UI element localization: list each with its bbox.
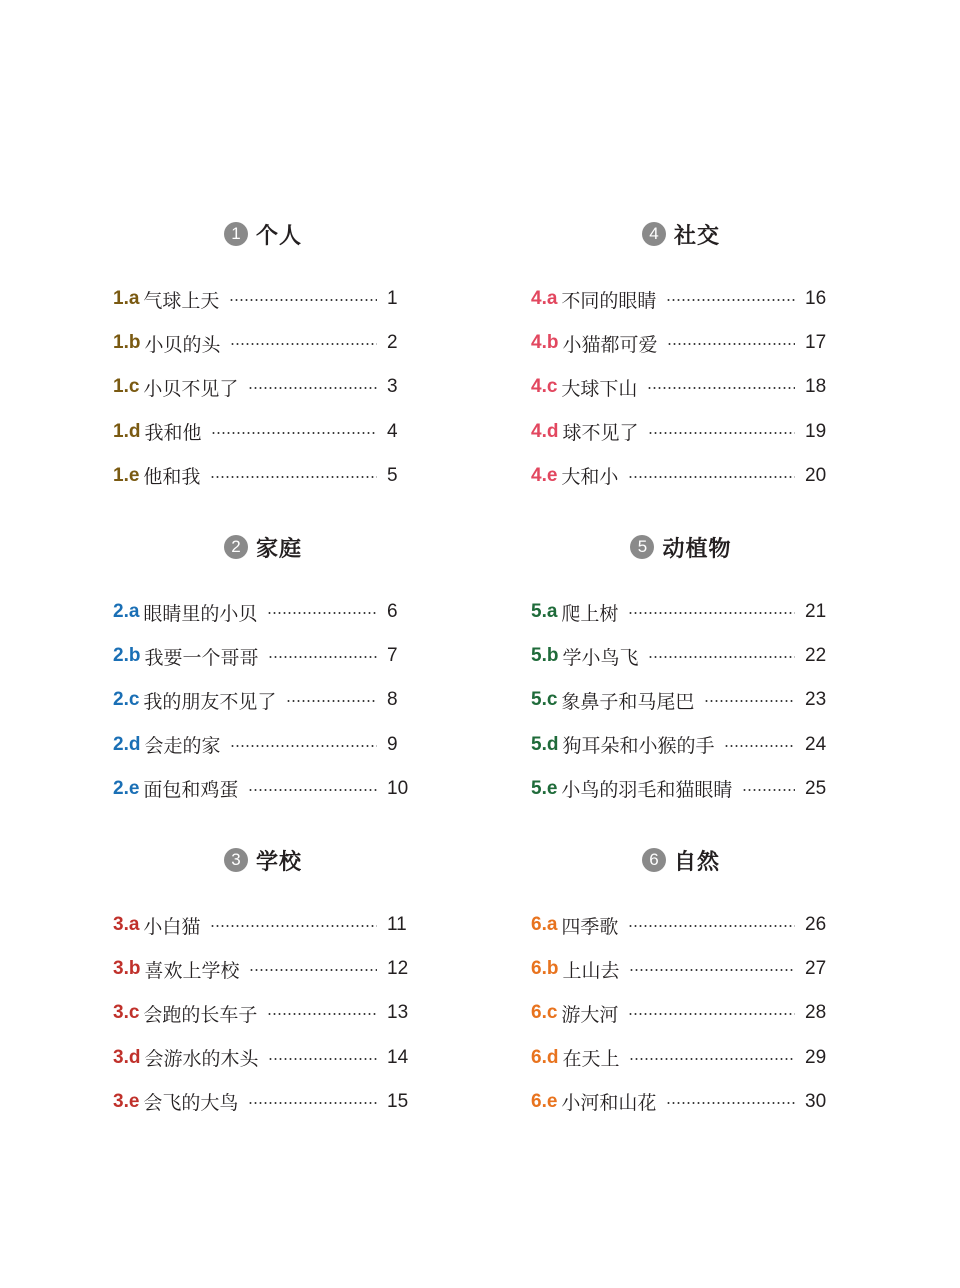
entry-code: 2.e [113,777,140,799]
toc-entry[interactable] [531,903,831,947]
entry-title: 大球下山 [561,377,638,400]
entry-code: 1.b [113,332,141,354]
entry-title: 狗耳朵和小猴的手 [562,735,715,758]
entry-page-number: 14 [387,1046,409,1068]
entry-title: 不同的眼睛 [561,289,657,312]
entry-page-number: 22 [805,645,827,667]
dot-leader [267,1013,377,1015]
dot-leader [286,700,377,702]
toc-entry[interactable] [531,767,831,811]
entry-page-number: 6 [387,601,398,623]
dot-leader [211,432,377,434]
section-number-badge: 5 [630,535,654,559]
entry-code: 5.a [531,601,558,623]
dot-leader [268,1058,377,1060]
dot-leader [629,969,795,971]
dot-leader [628,476,795,478]
dot-leader [229,299,377,301]
entry-page-number: 13 [387,1002,409,1024]
toc-entry[interactable] [113,410,413,454]
entry-code: 6.d [531,1046,559,1068]
entry-list [113,277,413,498]
entry-page-number: 17 [805,332,827,354]
section-title: 学校 [255,849,302,875]
entry-code: 6.b [531,958,559,980]
entry-code: 3.e [113,1090,140,1112]
section-header [531,845,831,875]
entry-page-number: 2 [387,332,398,354]
dot-leader [249,969,377,971]
entry-title: 游大河 [561,1003,619,1026]
entry-page-number: 20 [805,464,827,486]
toc-entry[interactable] [113,767,413,811]
entry-title: 会跑的长车子 [143,1003,258,1026]
toc-entry[interactable] [113,321,413,365]
toc-entry[interactable] [531,1036,831,1080]
entry-title: 学小鸟飞 [562,646,639,669]
toc-entry[interactable] [531,678,831,722]
entry-title: 象鼻子和马尾巴 [561,690,695,713]
entry-title: 面包和鸡蛋 [143,779,239,802]
entry-title: 爬上树 [561,602,619,625]
entry-page-number: 1 [387,288,398,310]
entry-title: 在天上 [562,1048,620,1071]
entry-title: 眼睛里的小贝 [143,602,258,625]
entry-title: 会游水的木头 [144,1048,259,1071]
toc-entry[interactable] [113,723,413,767]
toc-entry[interactable] [113,947,413,991]
entry-page-number: 11 [387,914,407,936]
dot-leader [248,387,377,389]
section-title: 社交 [673,223,720,249]
entry-code: 3.d [113,1046,141,1068]
entry-title: 喜欢上学校 [144,959,240,982]
entry-page-number: 26 [805,914,827,936]
toc-entry[interactable] [113,634,413,678]
section-header [531,532,831,562]
entry-page-number: 8 [387,689,398,711]
dot-leader [724,745,795,747]
toc-entry[interactable] [531,1080,831,1124]
entry-title: 小河和山花 [561,1092,657,1115]
entry-title: 会飞的大鸟 [143,1092,239,1115]
entry-code: 1.c [113,376,140,398]
dot-leader [268,656,377,658]
dot-leader [230,343,377,345]
dot-leader [267,612,377,614]
entry-title: 四季歌 [561,915,619,938]
section-number-badge: 6 [642,848,666,872]
entry-title: 小贝不见了 [143,377,239,400]
entry-code: 4.b [531,332,559,354]
entry-page-number: 7 [387,645,398,667]
entry-page-number: 27 [805,958,827,980]
section-number-badge: 4 [642,222,666,246]
entry-title: 小贝的头 [144,333,221,356]
entry-code: 6.a [531,914,558,936]
entry-code: 2.c [113,689,140,711]
entry-title: 上山去 [562,959,620,982]
entry-page-number: 23 [805,689,827,711]
entry-page-number: 18 [805,376,827,398]
entry-code: 3.b [113,958,141,980]
dot-leader [704,700,795,702]
entry-page-number: 5 [387,464,398,486]
dot-leader [628,925,795,927]
entry-code: 4.a [531,288,558,310]
dot-leader [248,1102,377,1104]
section-number-badge: 3 [224,848,248,872]
entry-list [113,590,413,811]
entry-code: 1.a [113,288,140,310]
entry-page-number: 15 [387,1090,409,1112]
toc-entry[interactable] [531,991,831,1035]
entry-title: 小鸟的羽毛和猫眼睛 [561,779,733,802]
entry-code: 4.d [531,420,559,442]
entry-code: 2.d [113,733,141,755]
dot-leader [742,789,795,791]
toc-entry[interactable] [113,590,413,634]
toc-entry[interactable] [113,1036,413,1080]
entry-title: 我和他 [144,422,202,445]
section-title: 自然 [673,849,720,875]
entry-code: 5.c [531,689,558,711]
entry-code: 1.e [113,464,140,486]
dot-leader [666,299,795,301]
toc-entry[interactable] [531,947,831,991]
toc-entry[interactable] [113,991,413,1035]
dot-leader [230,745,377,747]
entry-list [531,903,831,1124]
toc-entry[interactable] [113,1080,413,1124]
toc-entry[interactable] [531,723,831,767]
entry-code: 2.b [113,645,141,667]
section-header [531,219,831,249]
entry-title: 他和我 [143,466,201,489]
toc-entry[interactable] [531,365,831,409]
entry-title: 球不见了 [562,422,639,445]
entry-page-number: 21 [805,601,827,623]
entry-code: 5.d [531,733,559,755]
entry-page-number: 25 [805,777,827,799]
entry-title: 会走的家 [144,735,221,758]
toc-entry[interactable] [531,590,831,634]
section-title: 家庭 [255,536,302,562]
dot-leader [629,1058,795,1060]
entry-page-number: 29 [805,1046,827,1068]
entry-title: 大和小 [561,466,619,489]
toc-entry[interactable] [113,454,413,498]
dot-leader [628,1013,795,1015]
entry-list [531,590,831,811]
section-header [113,532,413,562]
entry-title: 我要一个哥哥 [144,646,259,669]
dot-leader [647,387,795,389]
entry-page-number: 10 [387,777,409,799]
dot-leader [248,789,377,791]
entry-page-number: 24 [805,733,827,755]
section-title: 个人 [255,223,302,249]
section-title: 动植物 [662,536,732,562]
entry-code: 3.a [113,914,140,936]
toc-entry[interactable] [531,634,831,678]
entry-page-number: 16 [805,288,827,310]
dot-leader [648,432,795,434]
entry-page-number: 30 [805,1090,827,1112]
section-header [113,845,413,875]
entry-code: 6.c [531,1002,558,1024]
section-number-badge: 1 [224,222,248,246]
entry-code: 3.c [113,1002,140,1024]
entry-page-number: 4 [387,420,398,442]
entry-code: 5.b [531,645,559,667]
toc-entry[interactable] [531,410,831,454]
entry-code: 4.c [531,376,558,398]
toc-entry[interactable] [113,277,413,321]
dot-leader [210,476,377,478]
entry-page-number: 28 [805,1002,827,1024]
dot-leader [628,612,795,614]
entry-title: 小白猫 [143,915,201,938]
toc-entry[interactable] [531,277,831,321]
entry-page-number: 12 [387,958,409,980]
toc-entry[interactable] [531,454,831,498]
entry-code: 1.d [113,420,141,442]
section-number-badge: 2 [224,535,248,559]
section-header [113,219,413,249]
toc-entry[interactable] [113,903,413,947]
entry-list [113,903,413,1124]
entry-title: 小猫都可爱 [562,333,658,356]
entry-page-number: 9 [387,733,398,755]
dot-leader [210,925,377,927]
entry-page-number: 3 [387,376,398,398]
toc-entry[interactable] [113,678,413,722]
entry-code: 2.a [113,601,140,623]
toc-entry[interactable] [113,365,413,409]
entry-code: 5.e [531,777,558,799]
entry-page-number: 19 [805,420,827,442]
dot-leader [648,656,795,658]
dot-leader [667,343,795,345]
entry-title: 我的朋友不见了 [143,690,277,713]
toc-entry[interactable] [531,321,831,365]
entry-title: 气球上天 [143,289,220,312]
entry-code: 4.e [531,464,558,486]
dot-leader [666,1102,795,1104]
entry-code: 6.e [531,1090,558,1112]
entry-list [531,277,831,498]
